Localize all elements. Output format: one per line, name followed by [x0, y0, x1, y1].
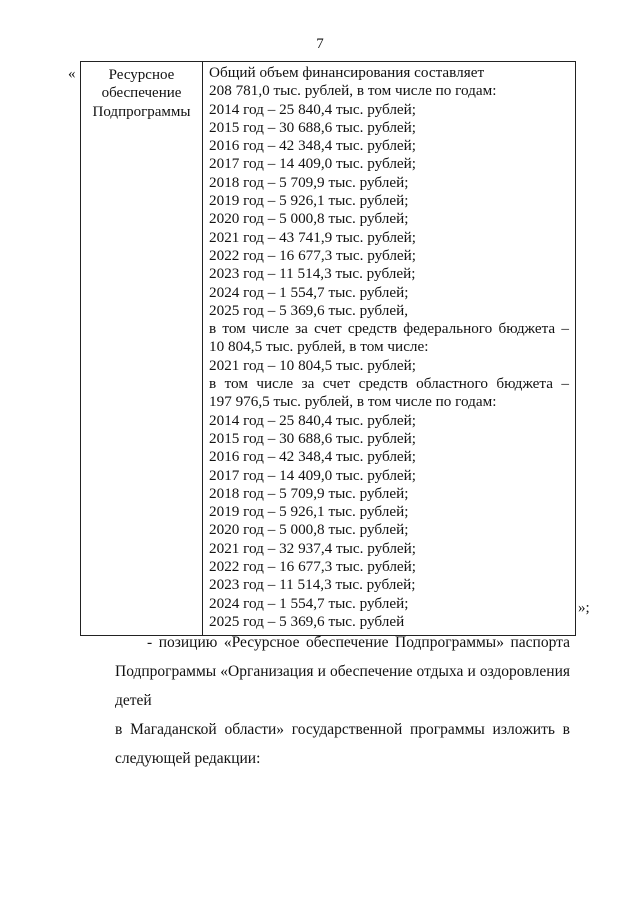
financing-line: 2018 год – 5 709,9 тыс. рублей;: [209, 173, 409, 191]
financing-line: 2016 год – 42 348,4 тыс. рублей;: [209, 137, 417, 155]
financing-line: в том числе за счет средств федерального бюджета –: [209, 320, 569, 338]
financing-line: Общий объем финансирования составляет: [209, 64, 485, 81]
paragraph-line: Подпрограммы «Организация и обеспечение отдыха и оздоровления детей: [115, 663, 570, 709]
financing-line: 2017 год – 14 409,0 тыс. рублей;: [209, 155, 417, 173]
financing-line: 2021 год – 10 804,5 тыс. рублей;: [209, 356, 417, 374]
financing-line: 2020 год – 5 000,8 тыс. рублей;: [209, 210, 409, 228]
financing-line: 2014 год – 25 840,4 тыс. рублей;: [209, 100, 417, 118]
financing-line: 2025 год – 5 369,6 тыс. рублей,: [209, 301, 409, 319]
financing-cell: [203, 62, 576, 636]
financing-line: 10 804,5 тыс. рублей, в том числе:: [209, 338, 429, 356]
financing-line: 2021 год – 32 937,4 тыс. рублей;: [209, 539, 417, 557]
label-line: Ресурсное: [108, 67, 175, 83]
financing-line: 2019 год – 5 926,1 тыс. рублей;: [209, 503, 409, 521]
financing-line: 2021 год – 43 741,9 тыс. рублей;: [209, 228, 417, 246]
resource-table: [80, 61, 576, 636]
financing-line: 197 976,5 тыс. рублей, в том числе по годам:: [209, 393, 497, 411]
financing-line: 2014 год – 25 840,4 тыс. рублей;: [209, 411, 417, 429]
financing-line: в том числе за счет средств областного бюджета –: [209, 375, 569, 393]
financing-line: 2016 год – 42 348,4 тыс. рублей;: [209, 448, 417, 466]
page-number: 7: [316, 36, 324, 52]
financing-line: 2023 год – 11 514,3 тыс. рублей;: [209, 265, 416, 283]
opening-quote: «: [68, 66, 76, 82]
financing-line: 2025 год – 5 369,6 тыс. рублей: [209, 612, 405, 630]
financing-line: 2017 год – 14 409,0 тыс. рублей;: [209, 466, 417, 484]
table-row: [81, 62, 576, 636]
closing-quote: »;: [578, 600, 590, 616]
paragraph-line: - позицию «Ресурсное обеспечение Подпрограммы» паспорта: [147, 634, 570, 651]
financing-line: 2015 год – 30 688,6 тыс. рублей;: [209, 429, 417, 447]
financing-line: 208 781,0 тыс. рублей, в том числе по годам:: [209, 82, 497, 100]
financing-line: 2023 год – 11 514,3 тыс. рублей;: [209, 576, 416, 594]
paragraph-line: следующей редакции:: [115, 750, 261, 767]
financing-line: 2020 год – 5 000,8 тыс. рублей;: [209, 521, 409, 539]
financing-line: 2019 год – 5 926,1 тыс. рублей;: [209, 192, 409, 210]
financing-line: 2022 год – 16 677,3 тыс. рублей;: [209, 558, 417, 576]
financing-line: 2022 год – 16 677,3 тыс. рублей;: [209, 246, 417, 264]
paragraph-line: в Магаданской области» государственной программы изложить в: [115, 721, 570, 738]
label-line: Подпрограммы: [92, 103, 191, 120]
financing-line: 2024 год – 1 554,7 тыс. рублей;: [209, 594, 409, 612]
label-cell: [81, 62, 203, 636]
financing-line: 2015 год – 30 688,6 тыс. рублей;: [209, 118, 417, 136]
label-line: обеспечение: [101, 85, 182, 102]
financing-line: 2024 год – 1 554,7 тыс. рублей;: [209, 283, 409, 301]
financing-line: 2018 год – 5 709,9 тыс. рублей;: [209, 484, 409, 502]
amendment-paragraph: [115, 628, 570, 773]
